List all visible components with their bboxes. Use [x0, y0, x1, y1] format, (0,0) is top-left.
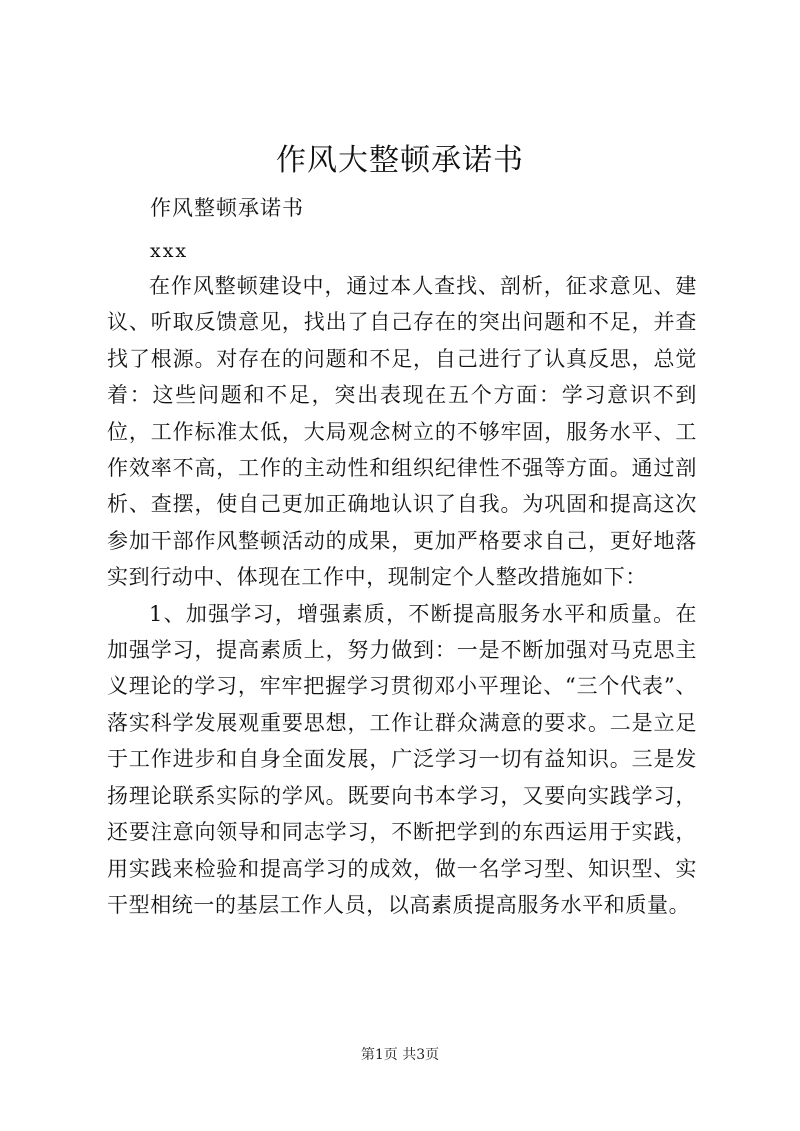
- document-title: 作风大整顿承诺书: [276, 143, 524, 178]
- document-subtitle: 作风整顿承诺书: [150, 196, 304, 220]
- page-footer: 第1页 共3页: [360, 1047, 440, 1063]
- body-paragraph: 在作风整顿建设中，通过本人查找、剖析，征求意见、建议、听取反馈意见，找出了自己存在的突出问题和不足，并查找了根源。对存在的问题和不足，自己进行了认真反思，总觉着：这些问题和不足，突出表现在五个方面：学习意识不到位，工作标准太低，大局观念树立的不够牢固，服务水平、工作效率不高，工作的主动性和组织纪律性不强等方面。通过剖析、查摆，使自己更加正确地认识了自我。为巩固和提高这次参加干部作风整顿活动的成果，更加严格要求自己，更好地落实到行动中、体现在工作中，现制定个人整改措施如下：: [107, 274, 697, 590]
- document-body: [107, 268, 697, 923]
- document-author: xxx: [150, 240, 189, 262]
- body-paragraph: 1、加强学习，增强素质，不断提高服务水平和质量。在加强学习，提高素质上，努力做到：一是不断加强对马克思主义理论的学习，牢牢把握学习贯彻邓小平理论、“三个代表”、落实科学发展观重要思想，工作让群众满意的要求。二是立足于工作进步和自身全面发展，广泛学习一切有益知识。三是发扬理论联系实际的学风。既要向书本学习，又要向实践学习，还要注意向领导和同志学习，不断把学到的东西运用于实践，用实践来检验和提高学习的成效，做一名学习型、知识型、实干型相统一的基层工作人员，以高素质提高服务水平和质量。: [107, 601, 697, 917]
